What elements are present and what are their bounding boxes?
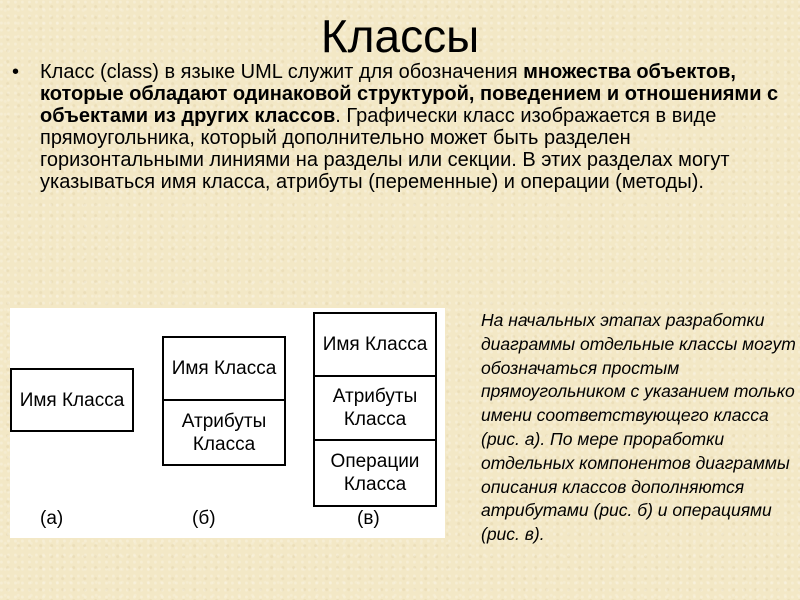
class-name-compartment: [12, 370, 132, 430]
figure-caption-c: (в): [357, 508, 380, 529]
class-box-c: [313, 312, 437, 507]
bullet-marker: •: [12, 61, 20, 83]
class-attributes: Атрибуты Класса: [181, 410, 267, 455]
uml-class-diagrams: [10, 308, 445, 538]
slide-title: Классы: [320, 10, 480, 62]
side-note: На начальных этапах разработки диаграммы отдельные классы могут обозначаться простым прямоугольником с указанием только имени соответствующего класса (рис. а). По мере проработки отдельных компонентов диаграммы описания классов дополняются атрибутами (рис. б) и операциями (рис. в).: [481, 310, 796, 545]
bullet-text-bold: множества объектов, которые обладают одинаковой структурой, поведением и отношениями с объектами из других классов: [40, 61, 779, 127]
class-operations: Операции Класса: [330, 451, 420, 495]
bullet-item: [10, 61, 796, 193]
class-name-compartment: [164, 338, 284, 401]
class-attributes-compartment: [164, 401, 284, 464]
bullet-text-part-2: . Графически класс изображается в виде прямоугольника, который дополнительно может быть разделен горизонтальными линиями на разделы или секции. В этих разделах могут указываться имя класса, атрибуты (переменные) и операции (методы).: [40, 105, 730, 193]
class-attributes-compartment: [315, 377, 435, 441]
class-name: Имя Класса: [171, 358, 277, 379]
figure-caption-a: (а): [40, 508, 64, 529]
class-name: Имя Класса: [19, 389, 125, 411]
class-name: Имя Класса: [322, 334, 428, 355]
class-operations-compartment: [315, 441, 435, 505]
bullet-text-part-1: Класс (class) в языке UML служит для обозначения: [40, 61, 524, 83]
class-attributes: Атрибуты Класса: [332, 386, 418, 430]
class-box-a: [10, 368, 134, 432]
class-name-compartment: [315, 314, 435, 377]
class-box-b: [162, 336, 286, 466]
bullet-text: [40, 61, 796, 193]
figure-caption-b: (б): [192, 508, 216, 529]
